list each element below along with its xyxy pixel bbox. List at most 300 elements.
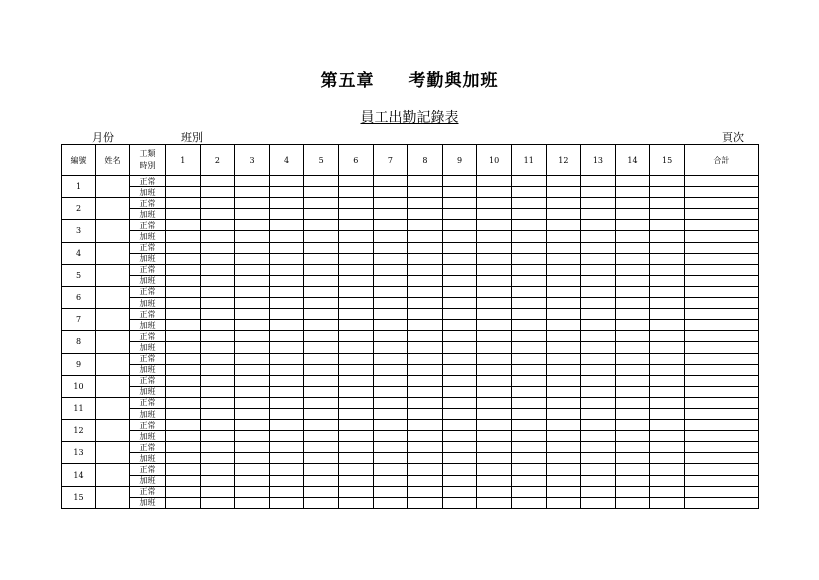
day-cell[interactable] <box>477 497 512 508</box>
day-cell[interactable] <box>581 386 616 397</box>
day-cell[interactable] <box>200 331 235 342</box>
day-cell[interactable] <box>235 386 270 397</box>
day-cell[interactable] <box>650 486 685 497</box>
day-cell[interactable] <box>408 442 443 453</box>
day-cell[interactable] <box>442 309 477 320</box>
day-cell[interactable] <box>408 220 443 231</box>
day-cell[interactable] <box>615 253 650 264</box>
day-cell[interactable] <box>235 475 270 486</box>
day-cell[interactable] <box>235 275 270 286</box>
day-cell[interactable] <box>269 442 304 453</box>
day-cell[interactable] <box>408 408 443 419</box>
day-cell[interactable] <box>304 187 339 198</box>
total-cell[interactable] <box>684 397 758 408</box>
day-cell[interactable] <box>442 386 477 397</box>
day-cell[interactable] <box>166 386 201 397</box>
day-cell[interactable] <box>200 353 235 364</box>
day-cell[interactable] <box>338 386 373 397</box>
day-cell[interactable] <box>546 220 581 231</box>
day-cell[interactable] <box>477 386 512 397</box>
day-cell[interactable] <box>477 275 512 286</box>
day-cell[interactable] <box>477 342 512 353</box>
day-cell[interactable] <box>650 342 685 353</box>
day-cell[interactable] <box>650 231 685 242</box>
day-cell[interactable] <box>200 475 235 486</box>
day-cell[interactable] <box>166 275 201 286</box>
day-cell[interactable] <box>615 286 650 297</box>
day-cell[interactable] <box>200 375 235 386</box>
day-cell[interactable] <box>477 408 512 419</box>
day-cell[interactable] <box>166 309 201 320</box>
day-cell[interactable] <box>581 176 616 187</box>
day-cell[interactable] <box>581 231 616 242</box>
total-cell[interactable] <box>684 442 758 453</box>
day-cell[interactable] <box>581 353 616 364</box>
day-cell[interactable] <box>408 176 443 187</box>
day-cell[interactable] <box>304 275 339 286</box>
total-cell[interactable] <box>684 408 758 419</box>
day-cell[interactable] <box>650 331 685 342</box>
day-cell[interactable] <box>615 298 650 309</box>
day-cell[interactable] <box>511 342 546 353</box>
day-cell[interactable] <box>373 364 408 375</box>
day-cell[interactable] <box>269 464 304 475</box>
day-cell[interactable] <box>166 342 201 353</box>
day-cell[interactable] <box>477 475 512 486</box>
day-cell[interactable] <box>477 486 512 497</box>
day-cell[interactable] <box>269 242 304 253</box>
total-cell[interactable] <box>684 231 758 242</box>
day-cell[interactable] <box>408 209 443 220</box>
day-cell[interactable] <box>511 375 546 386</box>
day-cell[interactable] <box>442 286 477 297</box>
day-cell[interactable] <box>615 486 650 497</box>
day-cell[interactable] <box>442 209 477 220</box>
day-cell[interactable] <box>581 364 616 375</box>
day-cell[interactable] <box>581 187 616 198</box>
total-cell[interactable] <box>684 420 758 431</box>
day-cell[interactable] <box>166 364 201 375</box>
day-cell[interactable] <box>581 453 616 464</box>
day-cell[interactable] <box>615 431 650 442</box>
day-cell[interactable] <box>650 453 685 464</box>
day-cell[interactable] <box>615 420 650 431</box>
day-cell[interactable] <box>304 286 339 297</box>
day-cell[interactable] <box>235 408 270 419</box>
day-cell[interactable] <box>511 275 546 286</box>
day-cell[interactable] <box>304 309 339 320</box>
day-cell[interactable] <box>338 375 373 386</box>
day-cell[interactable] <box>650 264 685 275</box>
day-cell[interactable] <box>477 364 512 375</box>
day-cell[interactable] <box>373 420 408 431</box>
day-cell[interactable] <box>373 486 408 497</box>
day-cell[interactable] <box>442 176 477 187</box>
day-cell[interactable] <box>166 264 201 275</box>
day-cell[interactable] <box>442 220 477 231</box>
day-cell[interactable] <box>477 209 512 220</box>
day-cell[interactable] <box>442 364 477 375</box>
day-cell[interactable] <box>408 497 443 508</box>
day-cell[interactable] <box>546 298 581 309</box>
day-cell[interactable] <box>373 220 408 231</box>
day-cell[interactable] <box>546 286 581 297</box>
day-cell[interactable] <box>442 342 477 353</box>
day-cell[interactable] <box>477 176 512 187</box>
employee-name-cell[interactable] <box>96 464 130 486</box>
day-cell[interactable] <box>477 198 512 209</box>
day-cell[interactable] <box>408 431 443 442</box>
day-cell[interactable] <box>373 342 408 353</box>
day-cell[interactable] <box>235 209 270 220</box>
day-cell[interactable] <box>200 286 235 297</box>
day-cell[interactable] <box>615 220 650 231</box>
total-cell[interactable] <box>684 364 758 375</box>
day-cell[interactable] <box>511 364 546 375</box>
day-cell[interactable] <box>511 264 546 275</box>
day-cell[interactable] <box>650 353 685 364</box>
day-cell[interactable] <box>581 420 616 431</box>
day-cell[interactable] <box>511 220 546 231</box>
day-cell[interactable] <box>304 453 339 464</box>
total-cell[interactable] <box>684 242 758 253</box>
day-cell[interactable] <box>546 253 581 264</box>
employee-name-cell[interactable] <box>96 264 130 286</box>
day-cell[interactable] <box>304 397 339 408</box>
day-cell[interactable] <box>408 253 443 264</box>
total-cell[interactable] <box>684 431 758 442</box>
day-cell[interactable] <box>269 298 304 309</box>
day-cell[interactable] <box>477 331 512 342</box>
total-cell[interactable] <box>684 176 758 187</box>
day-cell[interactable] <box>235 331 270 342</box>
day-cell[interactable] <box>373 320 408 331</box>
day-cell[interactable] <box>546 209 581 220</box>
day-cell[interactable] <box>200 209 235 220</box>
day-cell[interactable] <box>200 298 235 309</box>
day-cell[interactable] <box>200 397 235 408</box>
day-cell[interactable] <box>166 442 201 453</box>
total-cell[interactable] <box>684 286 758 297</box>
day-cell[interactable] <box>581 431 616 442</box>
day-cell[interactable] <box>442 431 477 442</box>
day-cell[interactable] <box>166 497 201 508</box>
day-cell[interactable] <box>269 286 304 297</box>
day-cell[interactable] <box>408 242 443 253</box>
day-cell[interactable] <box>546 486 581 497</box>
day-cell[interactable] <box>269 275 304 286</box>
day-cell[interactable] <box>442 264 477 275</box>
day-cell[interactable] <box>650 364 685 375</box>
day-cell[interactable] <box>235 220 270 231</box>
employee-name-cell[interactable] <box>96 420 130 442</box>
day-cell[interactable] <box>200 453 235 464</box>
employee-name-cell[interactable] <box>96 176 130 198</box>
day-cell[interactable] <box>200 342 235 353</box>
day-cell[interactable] <box>408 298 443 309</box>
day-cell[interactable] <box>200 497 235 508</box>
employee-name-cell[interactable] <box>96 286 130 308</box>
day-cell[interactable] <box>338 420 373 431</box>
day-cell[interactable] <box>304 231 339 242</box>
day-cell[interactable] <box>408 397 443 408</box>
day-cell[interactable] <box>650 209 685 220</box>
day-cell[interactable] <box>546 331 581 342</box>
day-cell[interactable] <box>304 342 339 353</box>
day-cell[interactable] <box>373 309 408 320</box>
day-cell[interactable] <box>166 486 201 497</box>
day-cell[interactable] <box>200 420 235 431</box>
day-cell[interactable] <box>235 320 270 331</box>
day-cell[interactable] <box>581 320 616 331</box>
total-cell[interactable] <box>684 375 758 386</box>
day-cell[interactable] <box>650 242 685 253</box>
day-cell[interactable] <box>200 264 235 275</box>
day-cell[interactable] <box>373 353 408 364</box>
day-cell[interactable] <box>338 353 373 364</box>
day-cell[interactable] <box>373 331 408 342</box>
day-cell[interactable] <box>338 309 373 320</box>
day-cell[interactable] <box>166 253 201 264</box>
day-cell[interactable] <box>235 420 270 431</box>
day-cell[interactable] <box>408 353 443 364</box>
day-cell[interactable] <box>615 386 650 397</box>
day-cell[interactable] <box>304 320 339 331</box>
total-cell[interactable] <box>684 198 758 209</box>
employee-name-cell[interactable] <box>96 220 130 242</box>
day-cell[interactable] <box>408 187 443 198</box>
day-cell[interactable] <box>581 298 616 309</box>
day-cell[interactable] <box>408 453 443 464</box>
day-cell[interactable] <box>269 408 304 419</box>
day-cell[interactable] <box>338 331 373 342</box>
day-cell[interactable] <box>442 375 477 386</box>
day-cell[interactable] <box>373 275 408 286</box>
day-cell[interactable] <box>235 431 270 442</box>
day-cell[interactable] <box>166 231 201 242</box>
day-cell[interactable] <box>511 309 546 320</box>
day-cell[interactable] <box>338 231 373 242</box>
day-cell[interactable] <box>546 375 581 386</box>
employee-name-cell[interactable] <box>96 331 130 353</box>
day-cell[interactable] <box>373 464 408 475</box>
day-cell[interactable] <box>546 353 581 364</box>
day-cell[interactable] <box>546 420 581 431</box>
day-cell[interactable] <box>650 475 685 486</box>
day-cell[interactable] <box>235 176 270 187</box>
day-cell[interactable] <box>269 264 304 275</box>
day-cell[interactable] <box>304 198 339 209</box>
day-cell[interactable] <box>304 253 339 264</box>
day-cell[interactable] <box>235 342 270 353</box>
day-cell[interactable] <box>200 320 235 331</box>
day-cell[interactable] <box>166 464 201 475</box>
day-cell[interactable] <box>304 464 339 475</box>
day-cell[interactable] <box>408 275 443 286</box>
day-cell[interactable] <box>235 253 270 264</box>
day-cell[interactable] <box>511 453 546 464</box>
day-cell[interactable] <box>615 231 650 242</box>
day-cell[interactable] <box>615 397 650 408</box>
day-cell[interactable] <box>477 453 512 464</box>
day-cell[interactable] <box>477 187 512 198</box>
day-cell[interactable] <box>615 187 650 198</box>
day-cell[interactable] <box>650 320 685 331</box>
day-cell[interactable] <box>442 353 477 364</box>
day-cell[interactable] <box>511 198 546 209</box>
day-cell[interactable] <box>235 464 270 475</box>
day-cell[interactable] <box>581 286 616 297</box>
day-cell[interactable] <box>373 187 408 198</box>
day-cell[interactable] <box>477 253 512 264</box>
day-cell[interactable] <box>615 364 650 375</box>
day-cell[interactable] <box>477 264 512 275</box>
day-cell[interactable] <box>408 386 443 397</box>
day-cell[interactable] <box>442 253 477 264</box>
total-cell[interactable] <box>684 497 758 508</box>
day-cell[interactable] <box>477 242 512 253</box>
day-cell[interactable] <box>650 375 685 386</box>
day-cell[interactable] <box>200 242 235 253</box>
day-cell[interactable] <box>235 187 270 198</box>
day-cell[interactable] <box>200 486 235 497</box>
day-cell[interactable] <box>581 475 616 486</box>
day-cell[interactable] <box>511 253 546 264</box>
day-cell[interactable] <box>373 497 408 508</box>
day-cell[interactable] <box>650 464 685 475</box>
day-cell[interactable] <box>338 298 373 309</box>
day-cell[interactable] <box>511 397 546 408</box>
day-cell[interactable] <box>546 342 581 353</box>
day-cell[interactable] <box>338 275 373 286</box>
total-cell[interactable] <box>684 209 758 220</box>
day-cell[interactable] <box>304 420 339 431</box>
day-cell[interactable] <box>615 442 650 453</box>
day-cell[interactable] <box>269 309 304 320</box>
day-cell[interactable] <box>235 442 270 453</box>
day-cell[interactable] <box>408 198 443 209</box>
day-cell[interactable] <box>511 420 546 431</box>
total-cell[interactable] <box>684 331 758 342</box>
day-cell[interactable] <box>546 187 581 198</box>
day-cell[interactable] <box>304 298 339 309</box>
total-cell[interactable] <box>684 320 758 331</box>
day-cell[interactable] <box>269 453 304 464</box>
employee-name-cell[interactable] <box>96 309 130 331</box>
day-cell[interactable] <box>200 309 235 320</box>
day-cell[interactable] <box>304 264 339 275</box>
day-cell[interactable] <box>200 198 235 209</box>
day-cell[interactable] <box>511 475 546 486</box>
day-cell[interactable] <box>338 342 373 353</box>
day-cell[interactable] <box>338 209 373 220</box>
day-cell[interactable] <box>373 408 408 419</box>
day-cell[interactable] <box>304 486 339 497</box>
day-cell[interactable] <box>546 442 581 453</box>
day-cell[interactable] <box>511 331 546 342</box>
day-cell[interactable] <box>546 408 581 419</box>
day-cell[interactable] <box>338 486 373 497</box>
employee-name-cell[interactable] <box>96 198 130 220</box>
day-cell[interactable] <box>442 453 477 464</box>
day-cell[interactable] <box>615 497 650 508</box>
day-cell[interactable] <box>269 375 304 386</box>
total-cell[interactable] <box>684 298 758 309</box>
total-cell[interactable] <box>684 386 758 397</box>
day-cell[interactable] <box>166 431 201 442</box>
day-cell[interactable] <box>338 397 373 408</box>
day-cell[interactable] <box>477 397 512 408</box>
day-cell[interactable] <box>581 486 616 497</box>
day-cell[interactable] <box>511 464 546 475</box>
day-cell[interactable] <box>546 231 581 242</box>
day-cell[interactable] <box>511 442 546 453</box>
day-cell[interactable] <box>650 442 685 453</box>
day-cell[interactable] <box>373 375 408 386</box>
total-cell[interactable] <box>684 353 758 364</box>
day-cell[interactable] <box>200 431 235 442</box>
day-cell[interactable] <box>338 475 373 486</box>
day-cell[interactable] <box>166 320 201 331</box>
day-cell[interactable] <box>581 342 616 353</box>
day-cell[interactable] <box>338 464 373 475</box>
day-cell[interactable] <box>373 397 408 408</box>
day-cell[interactable] <box>615 242 650 253</box>
day-cell[interactable] <box>581 408 616 419</box>
day-cell[interactable] <box>511 431 546 442</box>
day-cell[interactable] <box>304 209 339 220</box>
day-cell[interactable] <box>511 497 546 508</box>
day-cell[interactable] <box>581 209 616 220</box>
day-cell[interactable] <box>373 298 408 309</box>
day-cell[interactable] <box>269 187 304 198</box>
total-cell[interactable] <box>684 486 758 497</box>
day-cell[interactable] <box>200 275 235 286</box>
day-cell[interactable] <box>200 386 235 397</box>
day-cell[interactable] <box>615 275 650 286</box>
day-cell[interactable] <box>546 431 581 442</box>
day-cell[interactable] <box>442 198 477 209</box>
day-cell[interactable] <box>581 397 616 408</box>
day-cell[interactable] <box>477 320 512 331</box>
day-cell[interactable] <box>650 386 685 397</box>
day-cell[interactable] <box>269 420 304 431</box>
day-cell[interactable] <box>338 442 373 453</box>
day-cell[interactable] <box>200 187 235 198</box>
day-cell[interactable] <box>166 220 201 231</box>
day-cell[interactable] <box>477 231 512 242</box>
day-cell[interactable] <box>166 453 201 464</box>
day-cell[interactable] <box>338 176 373 187</box>
day-cell[interactable] <box>304 408 339 419</box>
day-cell[interactable] <box>477 420 512 431</box>
day-cell[interactable] <box>581 220 616 231</box>
day-cell[interactable] <box>235 453 270 464</box>
day-cell[interactable] <box>304 375 339 386</box>
day-cell[interactable] <box>373 176 408 187</box>
day-cell[interactable] <box>166 242 201 253</box>
day-cell[interactable] <box>166 176 201 187</box>
day-cell[interactable] <box>269 320 304 331</box>
day-cell[interactable] <box>166 187 201 198</box>
day-cell[interactable] <box>269 364 304 375</box>
day-cell[interactable] <box>200 253 235 264</box>
day-cell[interactable] <box>477 220 512 231</box>
day-cell[interactable] <box>511 386 546 397</box>
day-cell[interactable] <box>338 408 373 419</box>
day-cell[interactable] <box>442 475 477 486</box>
day-cell[interactable] <box>442 231 477 242</box>
